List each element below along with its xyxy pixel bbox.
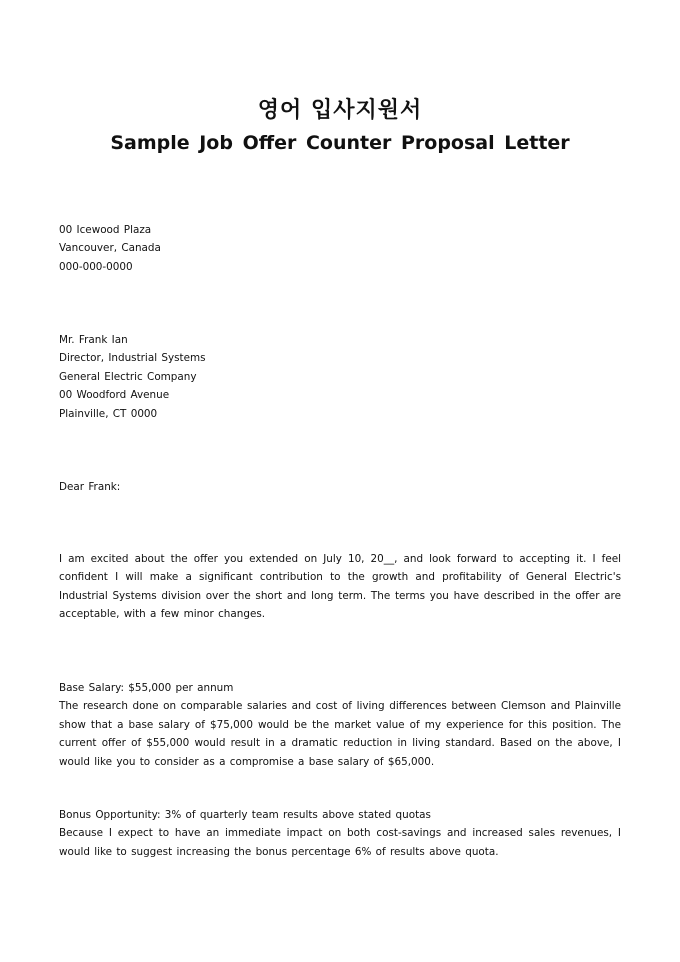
salutation-text: Dear Frank: <box>59 481 121 493</box>
bonus-paragraph: Because I expect to have an immediate impact on both cost-savings and increased sales revenues, I would like to suggest increasing the bonus percentage 6% of results above quota. <box>59 827 621 858</box>
document-title-korean: 영어 입사지원서 <box>257 98 423 123</box>
sender-street: 00 Icewood Plaza <box>59 224 152 236</box>
intro-section <box>59 550 621 624</box>
recipient-address <box>59 331 621 423</box>
document-title-english: Sample Job Offer Counter Proposal Letter <box>110 132 570 154</box>
recipient-street: 00 Woodford Avenue <box>59 389 170 402</box>
bonus-heading: Bonus Opportunity: 3% of quarterly team results above stated quotas <box>59 809 431 821</box>
bonus-section <box>59 806 621 861</box>
sender-phone: 000-000-0000 <box>59 260 133 273</box>
sender-address <box>59 221 621 276</box>
intro-paragraph: I am excited about the offer you extended on July 10, 20__, and look forward to accepting it. I feel confident I will make a significant contribution to the growth and profitability of General Electric's Industrial Systems division over the short and long term. The terms you have described in the offer are acceptable, with a few minor changes. <box>59 553 621 621</box>
salutation <box>59 478 621 496</box>
salary-section <box>59 679 621 771</box>
recipient-company: General Electric Company <box>59 370 197 383</box>
salary-paragraph: The research done on comparable salaries and cost of living differences between Clemson and Plainville show that a base salary of $75,000 would be the market value of my experience for this position. The current offer of $55,000 would result in a dramatic reduction in living standard. Based on the above, I would like you to consider as a compromise a base salary of $65,000. <box>59 700 621 768</box>
recipient-title: Director, Industrial Systems <box>59 352 206 365</box>
salary-heading: Base Salary: $55,000 per annum <box>59 682 234 694</box>
recipient-name: Mr. Frank Ian <box>59 334 128 346</box>
sender-city: Vancouver, Canada <box>59 242 161 255</box>
recipient-city: Plainville, CT 0000 <box>59 407 158 420</box>
